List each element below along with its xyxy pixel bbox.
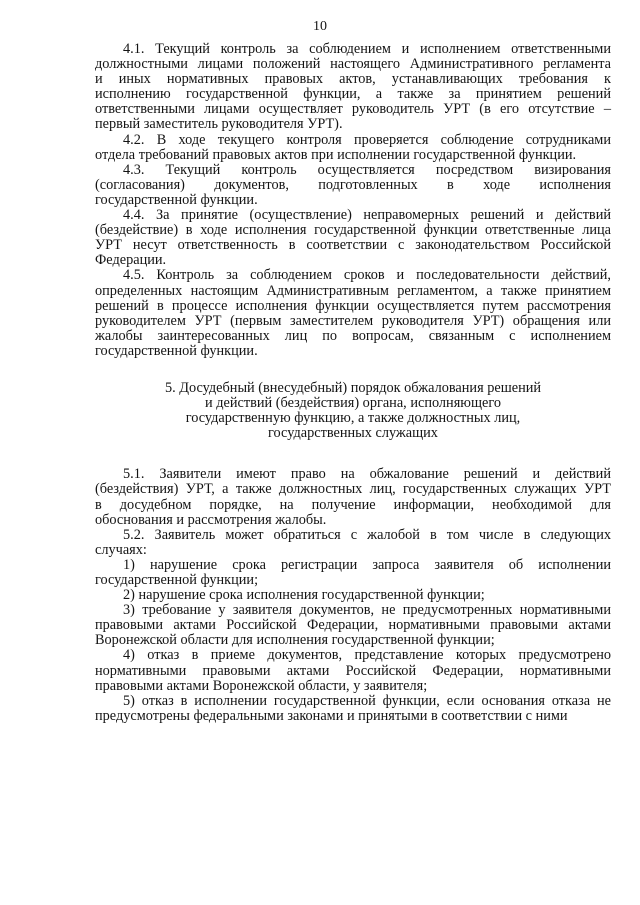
text-line: ответственными лицами осуществляет руководитель УРТ (в его отсутствие – (95, 101, 611, 118)
text-line: УРТ несут ответственность в соответствии с законодательством Российской (95, 237, 611, 254)
section-5-heading (95, 381, 611, 441)
section-5-text (95, 467, 611, 724)
paragraph-p4-1 (95, 42, 611, 133)
text-line: руководителем УРТ (первым заместителем руководителя УРТ) обращения или (95, 312, 611, 329)
document-body (95, 42, 611, 724)
text-line: отдела требований правовых актов при исполнении государственной функции. (95, 146, 577, 163)
text-line: обоснования и рассмотрения жалобы. (95, 511, 327, 528)
text-line: Федерации. (95, 252, 167, 269)
paragraph-item5 (95, 694, 611, 724)
paragraph-item4 (95, 648, 611, 693)
paragraph-item3 (95, 603, 611, 648)
text-line: правовыми актами Российской Федерации, нормативными правовыми актами (95, 617, 611, 634)
text-line: Воронежской области для исполнения государственной функции; (95, 632, 495, 649)
text-line: определенных настоящим Административным регламентом, а также принятием (95, 282, 611, 299)
text-line: 3) требование у заявителя документов, не предусмотренных нормативными (123, 602, 611, 619)
paragraph-p4-2 (95, 133, 611, 163)
text-line: 5.1. Заявители имеют право на обжалование решений и действий (123, 466, 611, 483)
text-line: (согласования) документов, подготовленных в ходе исполнения (95, 176, 611, 193)
text-line: предусмотрены федеральными законами и принятыми в соответствии с ними (95, 707, 568, 724)
text-line: в досудебном порядке, на получение информации, необходимой для (95, 496, 611, 513)
page-number: 10 (313, 19, 327, 34)
text-line: и иных нормативных правовых актов, устанавливающих требования к (95, 71, 611, 88)
text-line: жалобы заинтересованных лиц по вопросам, связанным с исполнением (95, 327, 611, 344)
text-line: 4) отказ в приеме документов, представление которых предусмотрено (123, 647, 611, 664)
text-line: решений в процессе исполнения функции осуществляется путем рассмотрения (95, 297, 611, 314)
text-line: государственной функции. (95, 342, 258, 359)
text-line: нормативными правовыми актами Российской Федерации, нормативными (95, 662, 611, 679)
paragraph-item1 (95, 558, 611, 588)
section-4-text (95, 42, 611, 359)
paragraph-p4-3 (95, 163, 611, 208)
text-line: 5.2. Заявитель может обратиться с жалобой в том числе в следующих (123, 526, 611, 543)
text-line: исполнению государственной функции, а также за принятием решений (95, 86, 611, 103)
text-line: государственной функции; (95, 572, 259, 588)
text-line: государственной функции. (95, 191, 258, 208)
heading-line: государственную функцию, а также должностных лиц, (185, 410, 521, 427)
text-line: 4.2. В ходе текущего контроля проверяется соблюдение сотрудниками (123, 131, 611, 148)
text-line: первый заместитель руководителя УРТ). (95, 116, 343, 133)
text-line: случаях: (95, 541, 147, 558)
paragraph-p5-2 (95, 528, 611, 558)
text-line: (бездействие) в ходе исполнения государственной функции ответственные лица (95, 222, 611, 239)
text-line: 4.1. Текущий контроль за соблюдением и исполнением ответственными (123, 41, 611, 57)
paragraph-p4-4 (95, 208, 611, 268)
text-line: 4.3. Текущий контроль осуществляется посредством визирования (123, 161, 611, 178)
text-line: должностными лицами положений настоящего Административного регламента (95, 56, 611, 73)
text-line: 4.4. За принятие (осуществление) неправомерных решений и действий (123, 207, 611, 224)
text-line: правовыми актами Воронежской области, у заявителя; (95, 677, 428, 694)
text-line: (бездействия) УРТ, а также должностных лиц, государственных служащих УРТ (95, 481, 611, 498)
text-line: 4.5. Контроль за соблюдением сроков и последовательности действий, (123, 267, 611, 284)
text-line: 2) нарушение срока исполнения государственной функции; (123, 587, 485, 604)
paragraph-p5-1 (95, 467, 611, 527)
heading-line: 5. Досудебный (внесудебный) порядок обжалования решений (164, 379, 542, 396)
paragraph-p4-5 (95, 268, 611, 359)
paragraph-item2 (95, 588, 611, 603)
text-line: 1) нарушение срока регистрации запроса заявителя об исполнении (123, 556, 611, 573)
heading-line: и действий (бездействия) органа, исполняющего (205, 395, 501, 412)
text-line: 5) отказ в исполнении государственной функции, если основания отказа не (123, 692, 611, 709)
heading-line: государственных служащих (268, 425, 438, 442)
